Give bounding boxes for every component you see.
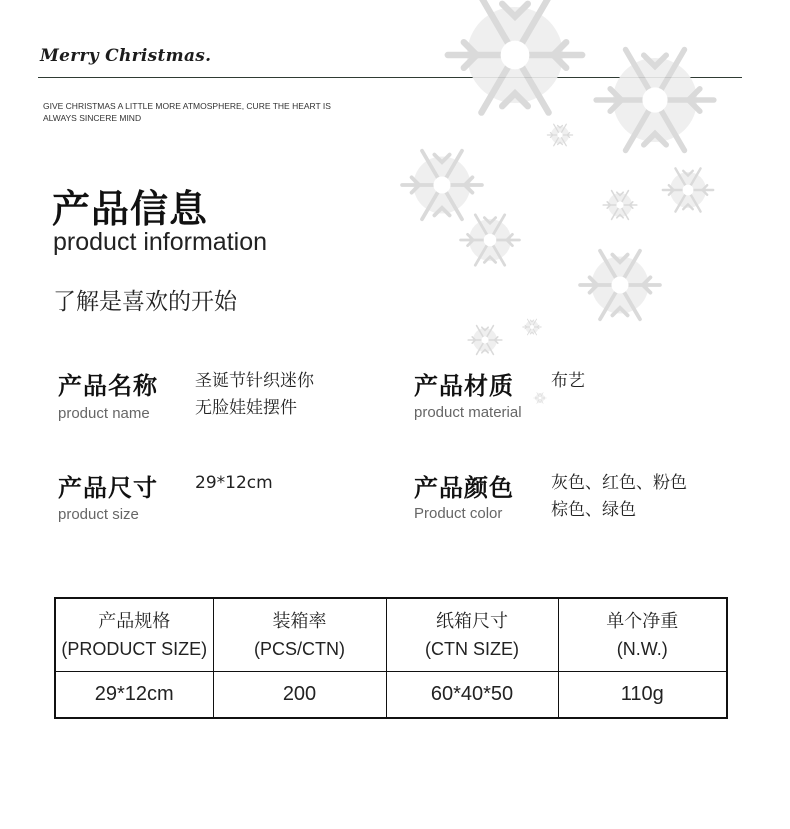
snowflake-icon <box>523 319 541 335</box>
table-cell: 110g <box>558 672 727 719</box>
snowflake-icon <box>534 393 547 404</box>
product-material-label-en: product material <box>414 404 522 421</box>
table-cell: 60*40*50 <box>386 672 558 719</box>
product-color-label: 产品颜色 <box>414 474 514 502</box>
table-header-cell <box>386 598 558 672</box>
snowflake-decoration <box>380 0 790 420</box>
product-name-value-line: 无脸娃娃摆件 <box>195 398 297 418</box>
table-header-cell <box>213 598 386 672</box>
header-cn: 产品规格 <box>98 611 171 631</box>
snowflake-icon <box>603 191 637 220</box>
snowflake-icon <box>468 326 502 355</box>
snowflake-icon <box>448 0 582 113</box>
product-name-value-line: 圣诞节针织迷你 <box>195 371 314 391</box>
snowflake-icon <box>461 215 520 265</box>
product-name-value <box>195 368 314 422</box>
header-en: (PRODUCT SIZE) <box>61 639 208 659</box>
product-size-label-en: product size <box>58 506 139 523</box>
product-name-label: 产品名称 <box>58 372 158 400</box>
table-row <box>55 672 727 719</box>
slogan: 了解是喜欢的开始 <box>53 289 237 315</box>
tagline: GIVE CHRISTMAS A LITTLE MORE ATMOSPHERE, CURE THE HEART IS ALWAYS SINCERE MIND <box>43 101 331 123</box>
product-color-value-line: 灰色、红色、粉色 <box>551 473 687 493</box>
spec-table <box>54 597 728 719</box>
page-title: 产品信息 <box>52 187 209 231</box>
header-en: (N.W.) <box>616 639 668 659</box>
table-cell: 200 <box>213 672 386 719</box>
table-header-row <box>55 598 727 672</box>
product-color-label-en: Product color <box>414 505 503 522</box>
header-cn: 单个净重 <box>606 611 679 631</box>
product-size-label: 产品尺寸 <box>58 474 158 502</box>
header-cn: 装箱率 <box>272 611 327 631</box>
snowflake-icon <box>402 151 482 219</box>
snowflake-icon <box>547 124 572 146</box>
product-color-value <box>551 470 687 524</box>
product-material-label: 产品材质 <box>414 372 514 400</box>
snowflake-icon <box>596 50 714 151</box>
table-cell: 29*12cm <box>55 672 213 719</box>
snowflake-icon <box>663 168 713 211</box>
table-header-cell <box>55 598 213 672</box>
header-cn: 纸箱尺寸 <box>436 611 508 631</box>
product-size-value: 29*12cm <box>195 473 273 493</box>
table-header-cell <box>558 598 727 672</box>
product-color-value-line: 棕色、绿色 <box>551 500 636 520</box>
header-en: (CTN SIZE) <box>425 639 519 659</box>
snowflake-icon <box>580 251 660 319</box>
product-name-label-en: product name <box>58 405 150 422</box>
page-subtitle: product information <box>53 228 268 256</box>
product-material-value: 布艺 <box>551 371 585 391</box>
header-en: (PCS/CTN) <box>254 639 345 659</box>
script-title: Merry Christmas. <box>40 46 212 66</box>
